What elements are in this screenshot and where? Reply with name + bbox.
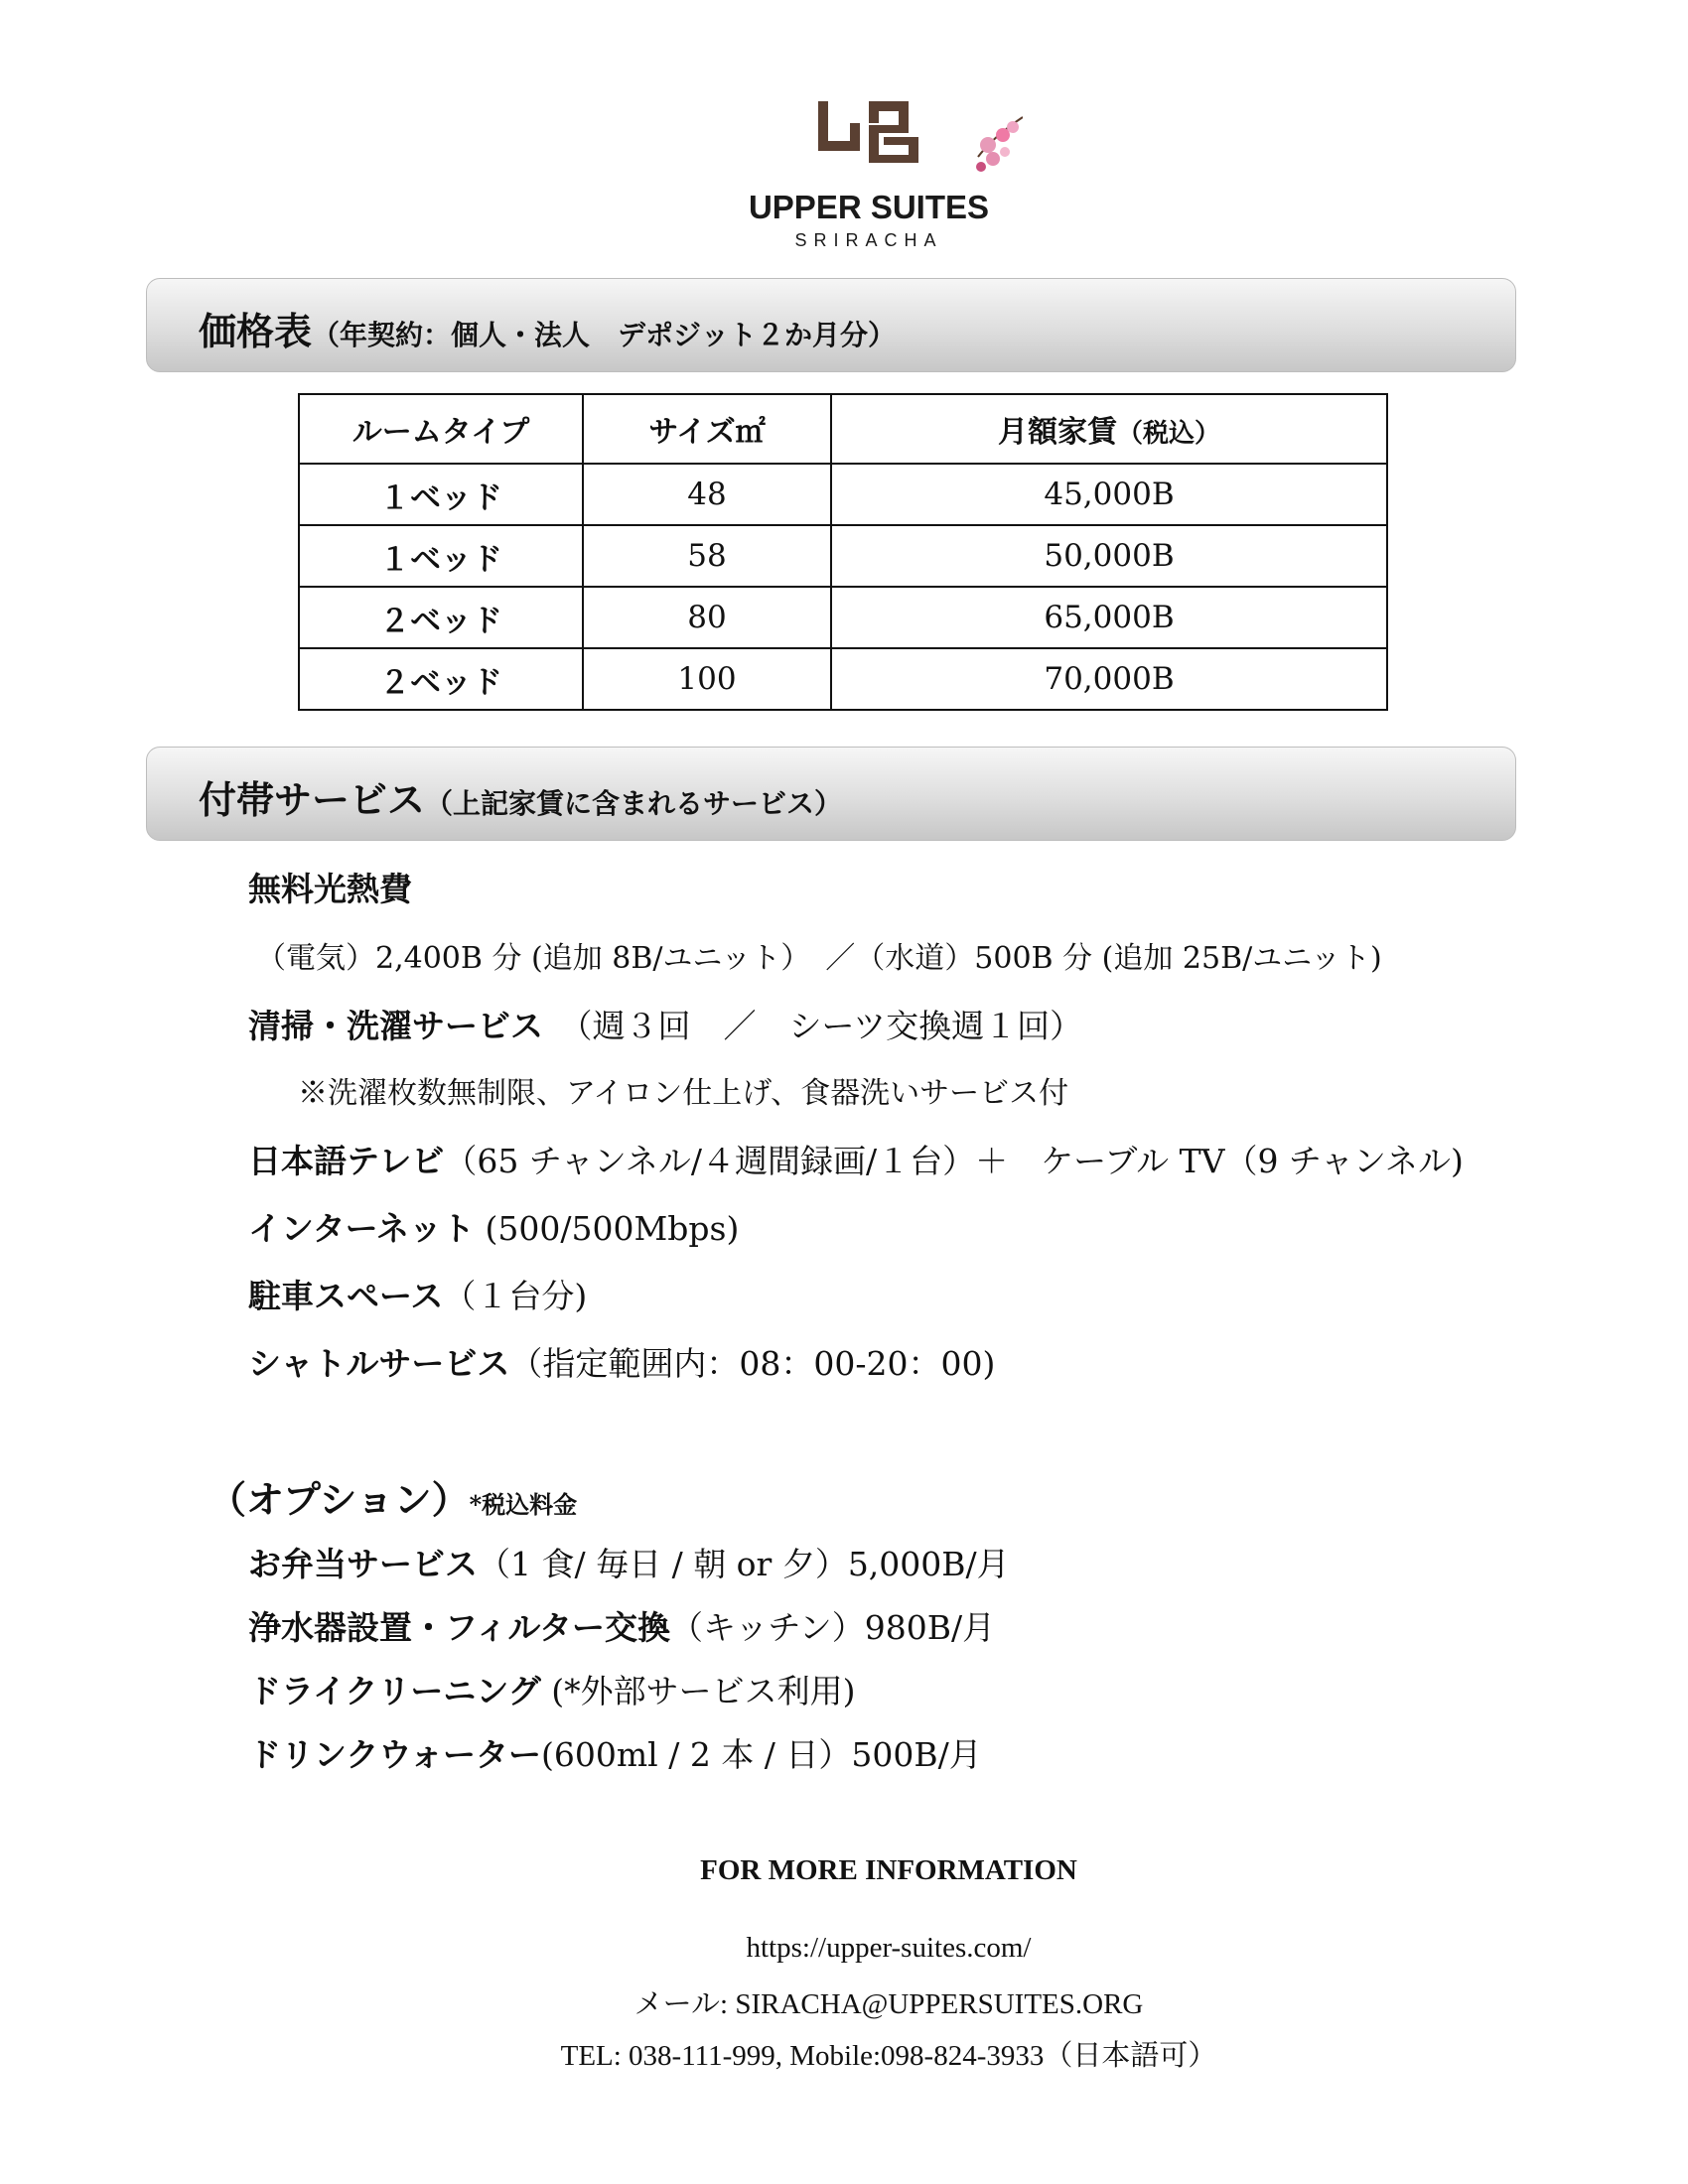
shuttle-label: シャトルサービス: [248, 1344, 510, 1383]
cleaning-detail: （週３回 ／ シーツ交換週１回）: [543, 1007, 1083, 1045]
shuttle-service: [248, 1338, 995, 1385]
option-label: ドライクリーニング: [248, 1672, 541, 1710]
services-section-title: 付帯サービス: [199, 777, 426, 822]
upper-suites-logo: [725, 97, 1062, 256]
room-type-cell: ２ベッド: [299, 587, 583, 648]
services-section-header: [146, 747, 1516, 841]
tv-label: 日本語テレビ: [248, 1142, 445, 1180]
services-section-subtitle: （上記家賃に含まれるサービス）: [425, 787, 843, 820]
price-section-subtitle: （年契約：個人・法人 デポジット２か月分）: [312, 319, 897, 351]
logo-location: SRIRACHA: [794, 230, 943, 250]
options-note: *税込料金: [469, 1490, 578, 1519]
column-header-room-type: ルームタイプ: [299, 394, 583, 464]
table-row: [299, 587, 1387, 648]
utilities-detail: （電気）2,400B 分 (追加 8B/ユニット） ／（水道）500B 分 (追加 25B/ユニット): [256, 941, 1382, 976]
options-heading: [209, 1469, 577, 1524]
phone-contact: TEL: 038-111-999, Mobile:098-824-3933（日本語可）: [560, 2040, 1217, 2072]
option-detail: (600ml / 2 本 / 日）500B/月: [541, 1735, 982, 1774]
table-header-row: [299, 394, 1387, 464]
table-row: [299, 464, 1387, 525]
option-item: [248, 1539, 1010, 1585]
parking-service: [248, 1271, 587, 1317]
utilities-label: [248, 864, 412, 910]
parking-label: 駐車スペース: [248, 1277, 444, 1315]
website-link[interactable]: https://upper-suites.com/: [746, 1932, 1032, 1964]
shuttle-detail: （指定範囲内：08：00-20：00): [509, 1344, 996, 1383]
room-type-cell: １ベッド: [299, 525, 583, 587]
size-cell: 58: [583, 525, 831, 587]
price-table: [298, 393, 1388, 711]
option-label: 浄水器設置・フィルター交換: [248, 1608, 671, 1647]
size-cell: 48: [583, 464, 831, 525]
column-header-rent-label: 月額家賃: [997, 415, 1117, 450]
size-cell: 80: [583, 587, 831, 648]
rent-cell: 65,000B: [831, 587, 1387, 648]
option-item: [248, 1729, 982, 1776]
tv-detail: （65 チャンネル/４週間録画/１台）＋ ケーブル TV（9 チャンネル): [444, 1142, 1464, 1180]
column-header-rent: [831, 394, 1387, 464]
option-item: [248, 1602, 995, 1649]
table-row: [299, 525, 1387, 587]
tv-service: [248, 1136, 1464, 1182]
internet-label: インターネット: [248, 1209, 476, 1248]
logo-wordmark: UPPER SUITES: [748, 189, 990, 225]
internet-service: [248, 1203, 739, 1250]
parking-detail: （１台分): [443, 1277, 588, 1315]
cleaning-note: ※洗濯枚数無制限、アイロン仕上げ、食器洗いサービス付: [298, 1076, 1069, 1111]
price-section-header: [146, 278, 1516, 372]
column-header-size: サイズ㎡: [583, 394, 831, 464]
cherry-blossom-icon: [976, 117, 1023, 172]
footer-heading: FOR MORE INFORMATION: [700, 1854, 1077, 1886]
option-detail: （1 食/ 毎日 / 朝 or 夕）5,000B/月: [478, 1545, 1010, 1583]
table-row: [299, 648, 1387, 710]
option-detail: (*外部サービス利用): [540, 1672, 856, 1710]
email-contact[interactable]: メール: SIRACHA@UPPERSUITES.ORG: [633, 1988, 1144, 2020]
option-label: お弁当サービス: [248, 1545, 478, 1583]
column-header-tax-note: （税込）: [1116, 419, 1220, 449]
logo-mark-icon: [725, 97, 1023, 192]
rent-cell: 45,000B: [831, 464, 1387, 525]
option-detail: （キッチン）980B/月: [670, 1608, 996, 1647]
room-type-cell: １ベッド: [299, 464, 583, 525]
internet-detail: (500/500Mbps): [475, 1209, 740, 1248]
option-label: ドリンクウォーター: [248, 1735, 542, 1774]
rent-cell: 70,000B: [831, 648, 1387, 710]
room-type-cell: ２ベッド: [299, 648, 583, 710]
rent-cell: 50,000B: [831, 525, 1387, 587]
options-title: （オプション）: [209, 1477, 470, 1522]
price-section-title: 価格表: [199, 309, 313, 353]
cleaning-label: 清掃・洗濯サービス: [248, 1007, 543, 1045]
size-cell: 100: [583, 648, 831, 710]
cleaning-service: [248, 1001, 1082, 1047]
utilities-label-text: 無料光熱費: [248, 870, 412, 908]
option-item: [248, 1666, 855, 1712]
